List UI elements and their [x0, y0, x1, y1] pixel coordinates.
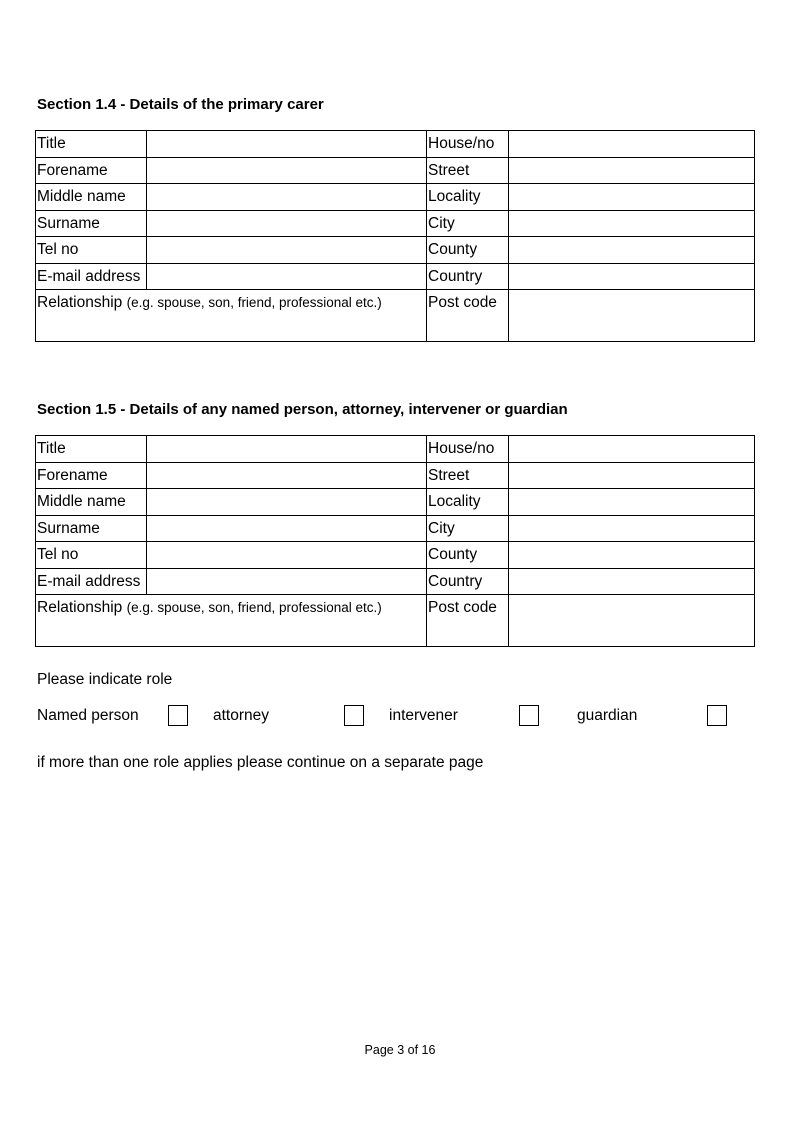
field-label-country: Country: [427, 568, 509, 595]
post-code-input[interactable]: [509, 595, 755, 647]
table-row: [36, 210, 755, 237]
street-input[interactable]: [509, 157, 755, 184]
country-input[interactable]: [509, 568, 755, 595]
field-label-county: County: [427, 237, 509, 264]
primary-carer-table: [35, 130, 755, 342]
surname-input[interactable]: [147, 515, 427, 542]
relationship-hint: (e.g. spouse, son, friend, professional etc.): [126, 600, 382, 615]
title-input[interactable]: [147, 436, 427, 463]
intervener-checkbox[interactable]: [519, 705, 539, 726]
table-row: [36, 263, 755, 290]
house-no-input[interactable]: [509, 131, 755, 158]
section-1-4-title: Section 1.4 - Details of the primary carer: [37, 96, 324, 113]
field-label-tel-no: Tel no: [36, 542, 147, 569]
role-label-attorney: attorney: [213, 707, 270, 724]
field-label-country: Country: [427, 263, 509, 290]
field-label-email: E-mail address: [36, 568, 147, 595]
field-label-forename: Forename: [36, 462, 147, 489]
forename-input[interactable]: [147, 157, 427, 184]
field-label-tel-no: Tel no: [36, 237, 147, 264]
field-label-city: City: [427, 210, 509, 237]
page-number: Page 3 of 16: [364, 1043, 436, 1057]
field-label-house-no: House/no: [427, 436, 509, 463]
field-label-forename: Forename: [36, 157, 147, 184]
table-row: [36, 184, 755, 211]
locality-input[interactable]: [509, 489, 755, 516]
street-input[interactable]: [509, 462, 755, 489]
table-row: [36, 131, 755, 158]
table-row: [36, 515, 755, 542]
field-label-middle-name: Middle name: [36, 184, 147, 211]
county-input[interactable]: [509, 542, 755, 569]
table-row: [36, 290, 755, 342]
guardian-checkbox[interactable]: [707, 705, 727, 726]
role-note: if more than one role applies please continue on a separate page: [37, 754, 484, 771]
relationship-label: Relationship: [37, 599, 123, 616]
title-input[interactable]: [147, 131, 427, 158]
city-input[interactable]: [509, 515, 755, 542]
field-label-surname: Surname: [36, 515, 147, 542]
relationship-hint: (e.g. spouse, son, friend, professional etc.): [126, 295, 382, 310]
field-label-locality: Locality: [427, 489, 509, 516]
middle-name-input[interactable]: [147, 489, 427, 516]
tel-no-input[interactable]: [147, 237, 427, 264]
forename-input[interactable]: [147, 462, 427, 489]
field-label-title: Title: [36, 131, 147, 158]
email-input[interactable]: [147, 263, 427, 290]
field-label-house-no: House/no: [427, 131, 509, 158]
table-row: [36, 462, 755, 489]
table-row: [36, 157, 755, 184]
locality-input[interactable]: [509, 184, 755, 211]
named-person-checkbox[interactable]: [168, 705, 188, 726]
field-label-surname: Surname: [36, 210, 147, 237]
field-label-county: County: [427, 542, 509, 569]
email-input[interactable]: [147, 568, 427, 595]
city-input[interactable]: [509, 210, 755, 237]
county-input[interactable]: [509, 237, 755, 264]
field-label-city: City: [427, 515, 509, 542]
house-no-input[interactable]: [509, 436, 755, 463]
table-row: [36, 489, 755, 516]
role-label-intervener: intervener: [389, 707, 458, 724]
surname-input[interactable]: [147, 210, 427, 237]
field-label-middle-name: Middle name: [36, 489, 147, 516]
table-row: [36, 237, 755, 264]
field-label-street: Street: [427, 462, 509, 489]
attorney-checkbox[interactable]: [344, 705, 364, 726]
tel-no-input[interactable]: [147, 542, 427, 569]
field-label-email: E-mail address: [36, 263, 147, 290]
field-label-title: Title: [36, 436, 147, 463]
named-person-table: [35, 435, 755, 647]
table-row: [36, 595, 755, 647]
field-label-locality: Locality: [427, 184, 509, 211]
field-label-street: Street: [427, 157, 509, 184]
role-label-named-person: Named person: [37, 707, 139, 724]
field-label-post-code: Post code: [427, 595, 509, 647]
section-1-5-title: Section 1.5 - Details of any named person, attorney, intervener or guardian: [37, 401, 568, 418]
table-row: [36, 568, 755, 595]
role-label-guardian: guardian: [577, 707, 638, 724]
middle-name-input[interactable]: [147, 184, 427, 211]
relationship-field[interactable]: [36, 290, 427, 342]
relationship-label: Relationship: [37, 294, 123, 311]
country-input[interactable]: [509, 263, 755, 290]
relationship-field[interactable]: [36, 595, 427, 647]
table-row: [36, 436, 755, 463]
field-label-post-code: Post code: [427, 290, 509, 342]
role-prompt: Please indicate role: [37, 671, 173, 688]
post-code-input[interactable]: [509, 290, 755, 342]
table-row: [36, 542, 755, 569]
